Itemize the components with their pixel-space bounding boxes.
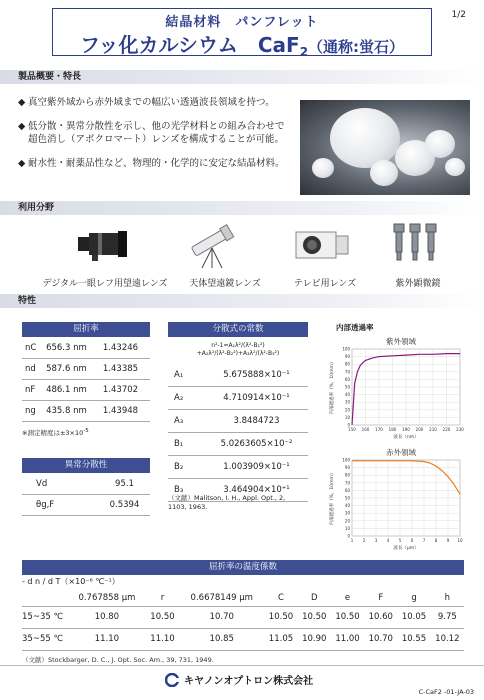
- table-row: nd 587.6 nm 1.43385: [22, 359, 150, 380]
- dispersion-formula: n²-1=A₁λ²/(λ²-B₁²) +A₂λ²/(λ²-B₂²)+A₃λ²/(λ²-B₃²): [196, 342, 280, 357]
- app-label-camera-lens: デジタル一眼レフ用望遠レンズ: [42, 279, 168, 289]
- column-header: C: [278, 592, 284, 603]
- dispersion-constants-table: [168, 364, 308, 502]
- y-tick-label: 10: [344, 414, 350, 420]
- x-tick-label: 200: [415, 427, 424, 432]
- y-tick-label: 20: [344, 518, 350, 524]
- column-header: h: [444, 592, 451, 603]
- table-row: A₃ 3.8484723: [168, 410, 308, 433]
- table-cell: 10.50: [302, 612, 327, 622]
- x-tick-label: 6: [410, 538, 414, 543]
- y-axis-label: 内部透過率（%，10mm）: [330, 470, 335, 526]
- column-header: F: [378, 592, 384, 603]
- row-header: 35~55 ℃: [22, 634, 64, 644]
- crystal-photo: [300, 100, 470, 195]
- column-header: g: [411, 592, 417, 603]
- document-code: C-CaF2 -01-JA-03: [418, 688, 474, 696]
- table-row: θg,F 0.5394: [22, 495, 150, 516]
- app-label-tv-lens: テレビ用レンズ: [293, 279, 357, 289]
- x-tick-label: 180: [388, 427, 397, 432]
- dispersion-reference: （文献）Malitson, I. H., Appl. Opt., 2, 1103, 1963.: [168, 494, 286, 511]
- temperature-reference: （文献）Stockbarger, D. C., J. Opt. Soc. Am., 39, 731, 1949.: [22, 656, 214, 664]
- y-tick-label: 60: [344, 376, 350, 382]
- table-header-row: [22, 590, 464, 606]
- title-subscript: 2: [299, 45, 309, 59]
- ir-chart-title: 赤外領域: [386, 448, 416, 457]
- y-tick-label: 0: [347, 533, 350, 539]
- table-row: A₁ 5.675888×10⁻¹: [168, 364, 308, 387]
- x-tick-label: 5: [398, 538, 402, 543]
- table-cell: 10.05: [401, 612, 427, 622]
- x-tick-label: 7: [422, 538, 426, 543]
- x-tick-label: 1: [350, 538, 354, 543]
- table-cell: 10.12: [435, 634, 460, 644]
- refractive-index-table: [22, 338, 150, 422]
- x-tick-label: 150: [348, 427, 356, 432]
- y-tick-label: 30: [344, 510, 350, 516]
- x-tick-label: 4: [386, 538, 390, 543]
- table-cell: 10.50: [268, 612, 294, 622]
- table-row: ng 435.8 nm 1.43948: [22, 401, 150, 422]
- y-tick-label: 40: [344, 503, 350, 509]
- column-header: 0.6678149 μm: [190, 592, 253, 603]
- table-cell: 10.50: [335, 612, 360, 622]
- refractive-index-header: 屈折率: [22, 322, 150, 337]
- y-axis-label: 内部透過率（%，10mm）: [330, 359, 335, 415]
- y-tick-label: 100: [342, 346, 350, 352]
- table-cell: 10.90: [302, 634, 327, 644]
- uv-chart-title: 紫外領域: [386, 337, 416, 346]
- title-box: [52, 8, 432, 59]
- table-cell: 10.60: [368, 612, 393, 622]
- x-tick-label: 9: [446, 538, 450, 543]
- table-row: B₂ 1.003909×10⁻¹: [168, 456, 308, 479]
- table-row: A₂ 4.710914×10⁻¹: [168, 387, 308, 410]
- table-row: nC 656.3 nm 1.43246: [22, 338, 150, 359]
- telescope-icon: [188, 218, 238, 268]
- column-header: 0.767858 μm: [78, 592, 136, 603]
- partial-dispersion-header: 異常分散性: [22, 458, 150, 473]
- x-tick-label: 3: [374, 538, 378, 543]
- x-tick-label: 190: [402, 427, 410, 432]
- y-tick-label: 50: [344, 384, 350, 390]
- y-tick-label: 80: [344, 361, 350, 367]
- title-paren: （通称:蛍石）: [308, 38, 405, 56]
- uv-microscope-icon: [390, 220, 440, 266]
- app-label-telescope: 天体望遠鏡レンズ: [189, 279, 261, 289]
- page-number: 1/2: [451, 10, 466, 20]
- y-tick-label: 40: [344, 392, 350, 398]
- table-cell: 9.75: [437, 612, 457, 622]
- company-name: キヤノンオプトロン株式会社: [184, 676, 314, 687]
- y-tick-label: 80: [344, 472, 350, 478]
- x-tick-label: 220: [442, 427, 451, 432]
- table-cell: 10.50: [150, 612, 175, 622]
- uv-transmission-chart: [320, 345, 470, 445]
- measurement-note: ※測定精度は$\pm 3\times 10^{-5}$: [22, 428, 89, 438]
- x-tick-label: 2: [362, 538, 366, 543]
- table-cell: 10.80: [94, 612, 120, 622]
- dispersion-constants-header: 分散式の常数: [168, 322, 308, 337]
- table-cell: 11.10: [94, 634, 120, 644]
- table-row: [22, 628, 464, 650]
- telephoto-lens-icon: [72, 224, 132, 264]
- y-tick-label: 0: [347, 422, 350, 428]
- x-tick-label: 230: [456, 427, 464, 432]
- table-row: B₃ 3.464904×10⁺¹: [168, 479, 308, 502]
- y-tick-label: 90: [344, 465, 350, 471]
- ir-transmission-chart: [320, 456, 470, 556]
- table-row: nF 486.1 nm 1.43702: [22, 380, 150, 401]
- table-cell: 11.10: [150, 634, 175, 644]
- y-tick-label: 70: [344, 480, 350, 486]
- table-cell: 11.00: [335, 634, 360, 644]
- x-tick-label: 160: [361, 427, 370, 432]
- x-axis-label: 波長（μm）: [393, 546, 419, 551]
- y-tick-label: 20: [344, 407, 350, 413]
- table-cell: 11.05: [268, 634, 294, 644]
- y-tick-label: 10: [344, 525, 350, 531]
- row-header: 15~35 ℃: [22, 612, 64, 622]
- table-cell: 10.70: [209, 612, 234, 622]
- table-row: [22, 606, 464, 628]
- x-tick-label: 10: [457, 538, 463, 543]
- bullet-2-cont: 超色消し（アポクロマート）レンズを構成することが可能。: [28, 134, 284, 145]
- doc-subtitle: 結晶材料 パンフレット: [165, 15, 319, 30]
- y-tick-label: 100: [342, 457, 350, 463]
- title-main: フッ化カルシウム CaF: [79, 33, 300, 57]
- section-properties-header: 特性: [0, 294, 484, 308]
- y-tick-label: 50: [344, 495, 350, 501]
- column-header: [22, 590, 68, 606]
- column-header: r: [160, 592, 165, 603]
- y-tick-label: 60: [344, 487, 350, 493]
- column-header: e: [344, 592, 351, 603]
- transmission-title: 内部透過率: [336, 323, 374, 332]
- footer-divider: [0, 665, 484, 666]
- y-tick-label: 30: [344, 399, 350, 405]
- x-tick-label: 8: [434, 538, 438, 543]
- temperature-coefficient-table: [22, 590, 464, 651]
- table-cell: 10.55: [401, 634, 427, 644]
- section-applications-header: 利用分野: [0, 201, 484, 215]
- company-logo-icon: [165, 673, 179, 687]
- table-row: Vd 95.1: [22, 474, 150, 495]
- bullet-2: ◆ 低分散・異常分散性を示し、他の光学材料との組み合わせで: [18, 121, 285, 132]
- partial-dispersion-table: [22, 474, 150, 516]
- y-tick-label: 70: [344, 369, 350, 375]
- company-logo: [165, 672, 313, 687]
- y-tick-label: 90: [344, 354, 350, 360]
- app-label-uv-microscope: 紫外顕微鏡: [395, 279, 441, 289]
- temperature-coefficient-header: 屈折率の温度係数: [22, 560, 464, 575]
- doc-title: [53, 29, 431, 59]
- x-tick-label: 210: [429, 427, 437, 432]
- tv-camera-icon: [294, 226, 350, 264]
- bullet-1: ◆ 真空紫外域から赤外域までの幅広い透過波長領域を持つ。: [18, 97, 275, 108]
- x-axis-label: 波長（nm）: [393, 435, 419, 440]
- table-cell: 10.85: [209, 634, 234, 644]
- bullet-3: ◆ 耐水性・耐薬品性など、物理的・化学的に安定な結晶材料。: [18, 158, 285, 169]
- table-row: B₁ 5.0263605×10⁻²: [168, 433, 308, 456]
- section-overview-header: 製品概要・特長: [0, 70, 484, 84]
- column-header: D: [310, 592, 318, 603]
- temperature-unit-label: - d n / d T（×10⁻⁶ ℃⁻¹）: [22, 577, 120, 586]
- table-cell: 10.70: [368, 634, 393, 644]
- x-tick-label: 170: [375, 427, 383, 432]
